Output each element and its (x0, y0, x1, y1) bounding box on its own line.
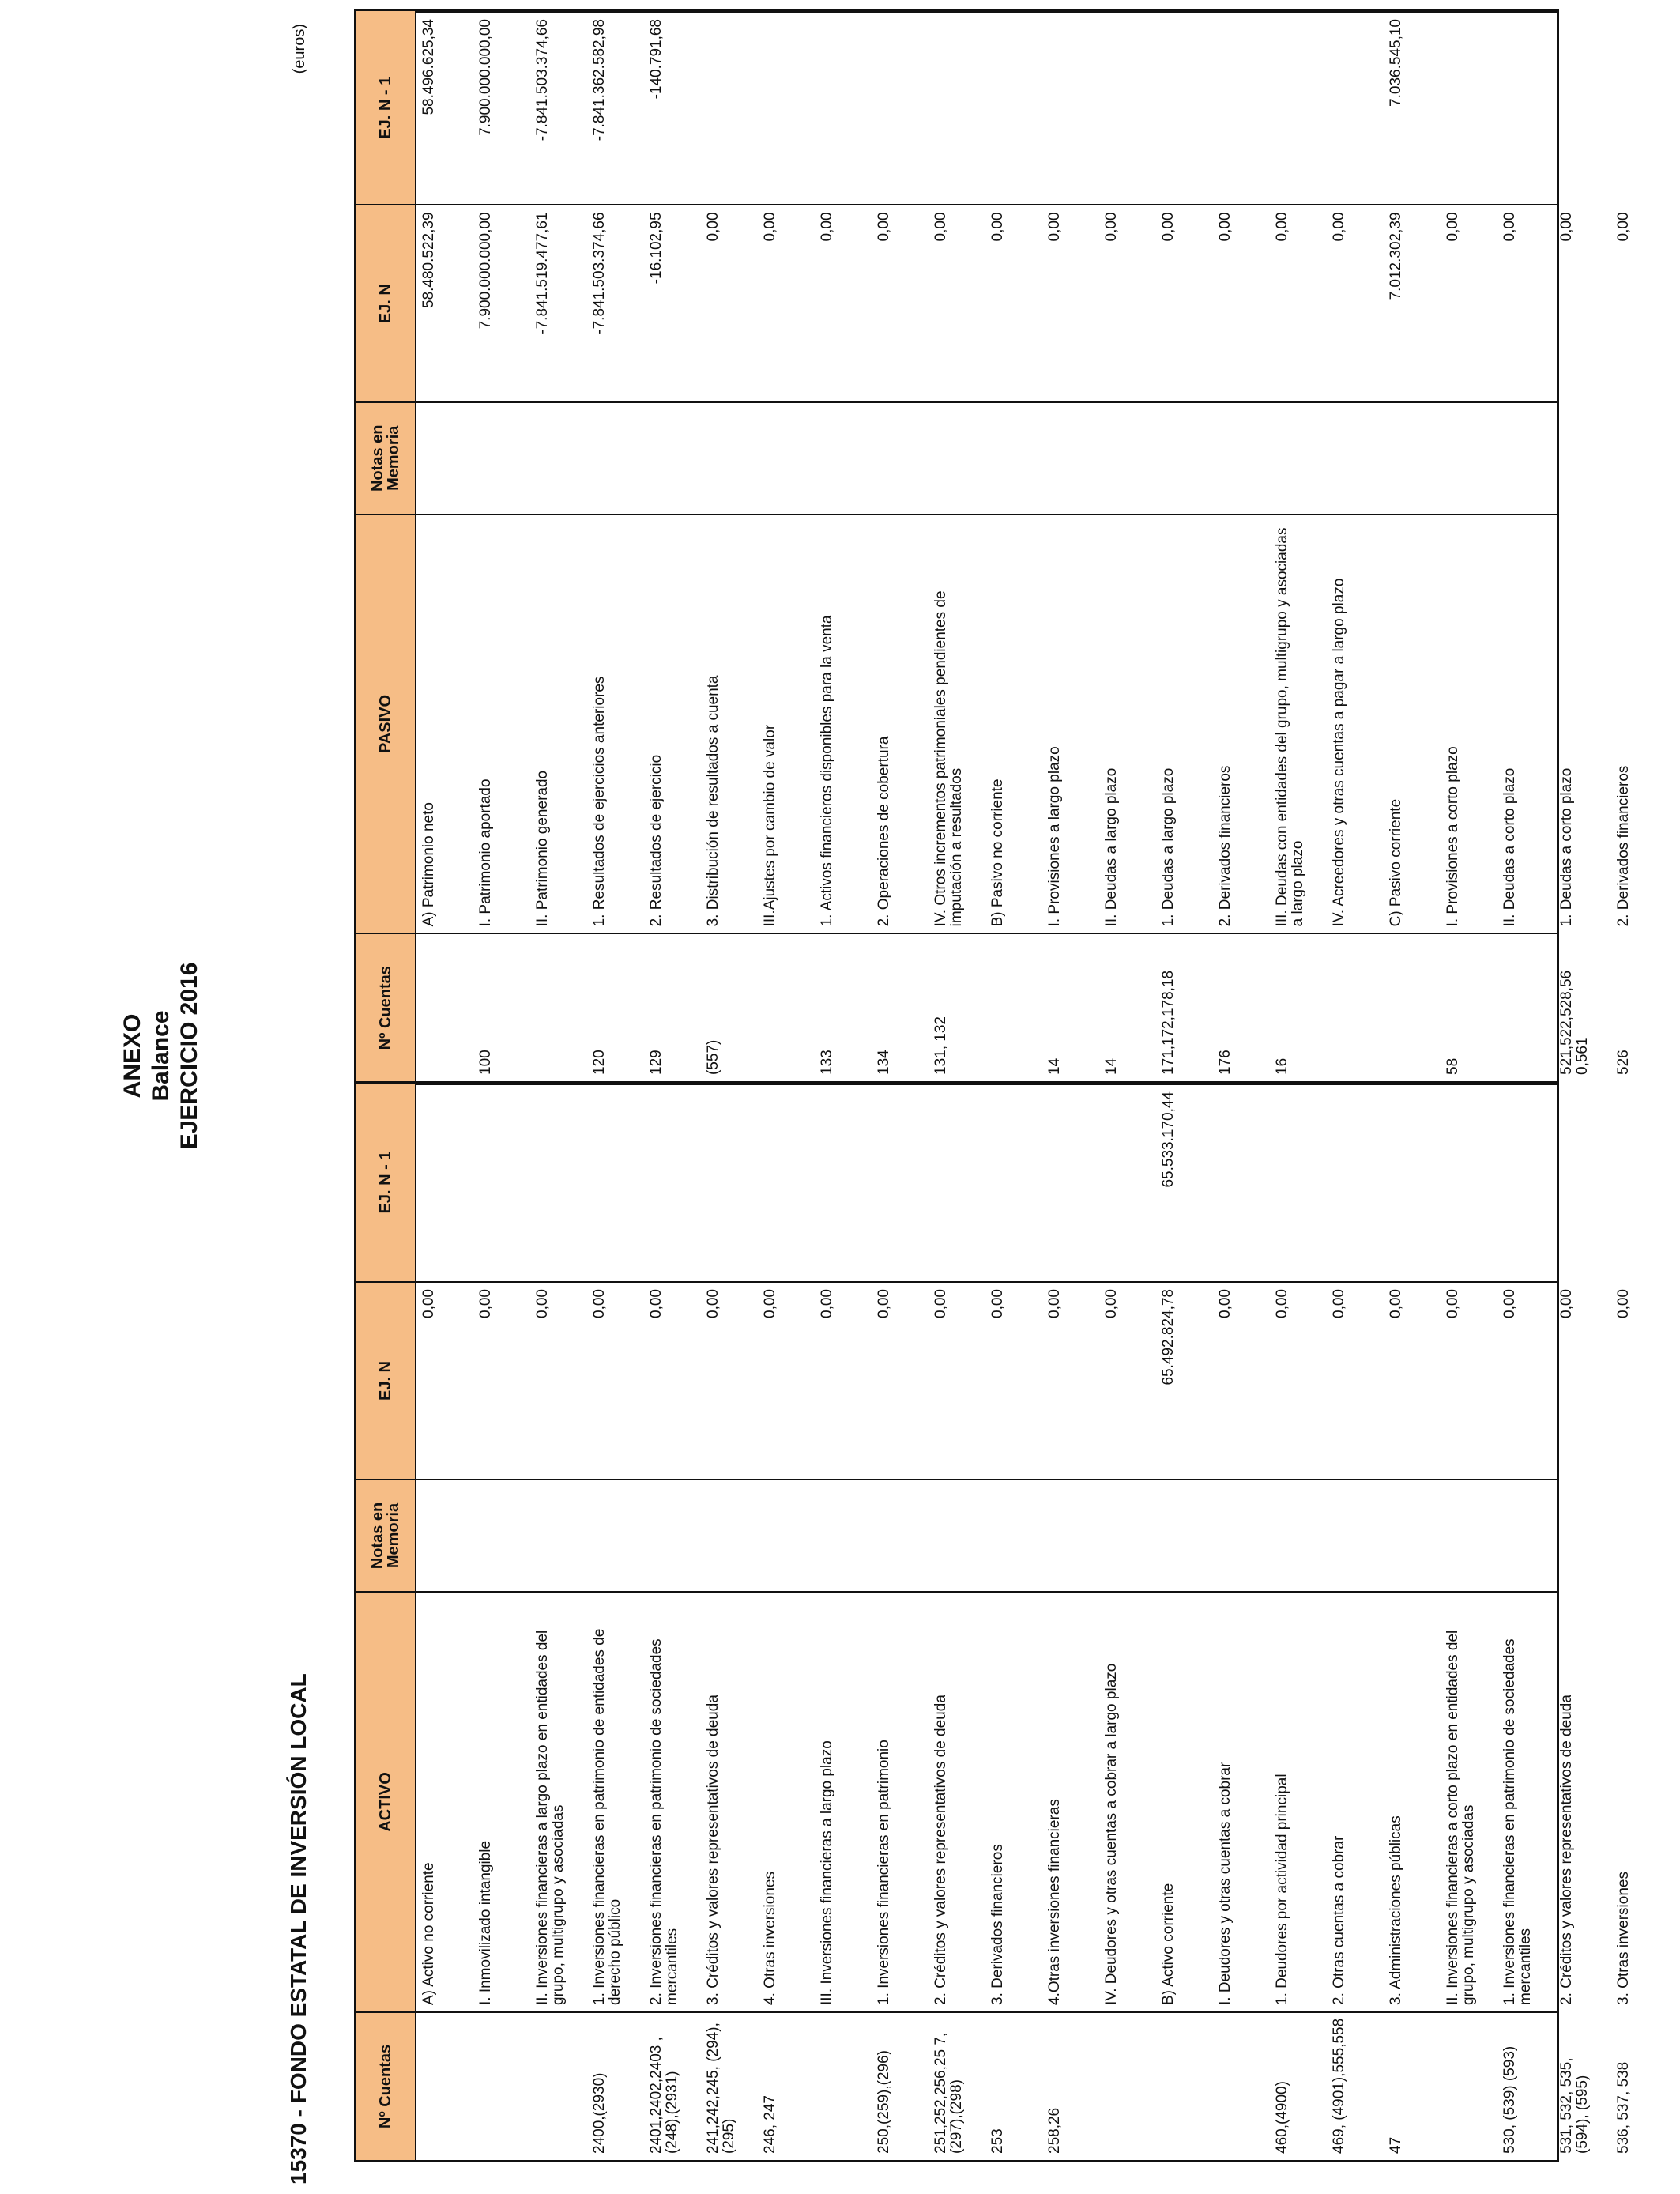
description-cell: 2. Créditos y valores representativos de deuda (932, 1695, 949, 2005)
cuentas-cell: 16 (1274, 1057, 1290, 1075)
notas-cell (758, 401, 815, 514)
ej-n-cell: 0,00 (762, 1289, 778, 1318)
activo-body (416, 1084, 1632, 2160)
cuentas-cell: 129 (648, 1050, 665, 1075)
notas-cell (985, 1479, 1042, 1591)
ej-n-cell: 0,00 (1445, 1289, 1461, 1318)
description-cell: III. Inversiones financieras a largo plazo (819, 1740, 835, 2005)
table-row (1213, 1084, 1270, 2160)
notas-cell (701, 401, 758, 514)
ej-n-cell: 0,00 (1615, 212, 1632, 242)
cuentas-cell: 258,26 (1046, 2107, 1063, 2154)
ej-n1-cell (587, 1084, 644, 1281)
description-cell: 1. Deudas a corto plazo (1558, 767, 1575, 927)
ej-n-cell: 0,00 (1217, 1289, 1234, 1318)
description-cell: 2. Otras cuentas a cobrar (1331, 1835, 1347, 2005)
header-notas: Notas en Memoria (356, 1479, 415, 1591)
table-row (587, 11, 644, 1081)
cuentas-cell: 251,252,256,25 7,(297),(298) (932, 2032, 965, 2154)
description-cell: II. Patrimonio generado (534, 770, 551, 927)
ej-n-cell: 65.492.824,78 (1160, 1289, 1177, 1385)
ej-n1-cell (1042, 11, 1099, 204)
ej-n-cell: 0,00 (932, 1289, 949, 1318)
table-row (644, 11, 701, 1081)
description-cell: III. Deudas con entidades del grupo, multigrupo y asociadas a largo plazo (1274, 527, 1306, 927)
description-cell: II. Inversiones financieras a corto plazo en entidades del grupo, multigrupo y asociadas (1445, 1630, 1477, 2005)
description-cell: I. Deudores y otras cuentas a cobrar (1217, 1762, 1234, 2005)
ej-n-cell: 0,00 (1160, 212, 1177, 242)
notas-cell (1156, 401, 1213, 514)
ej-n-cell: 0,00 (819, 1289, 835, 1318)
notas-cell (1099, 401, 1156, 514)
table-row (872, 1084, 929, 2160)
notas-cell (1213, 1479, 1270, 1591)
ej-n-cell: 0,00 (1445, 212, 1461, 242)
ej-n-cell: -16.102,95 (648, 212, 665, 285)
ej-n1-cell (1497, 11, 1554, 204)
ej-n1-cell (985, 1084, 1042, 1281)
ej-n-cell: 0,00 (648, 1289, 665, 1318)
ej-n1-cell (1213, 1084, 1270, 1281)
cuentas-cell: 58 (1445, 1057, 1461, 1075)
notas-cell (416, 1479, 473, 1591)
ej-n-cell: -7.841.519.477,61 (534, 212, 551, 334)
description-cell: 3. Administraciones públicas (1388, 1815, 1404, 2005)
description-cell: II. Inversiones financieras a largo plazo en entidades del grupo, multigrupo y asociadas (534, 1630, 567, 2005)
ej-n1-cell: -7.841.362.582,98 (591, 19, 608, 141)
header-notas: Notas en Memoria (356, 401, 415, 514)
cuentas-cell: 253 (989, 2128, 1006, 2154)
notas-cell (1327, 401, 1384, 514)
table-row (530, 11, 587, 1081)
table-row (473, 1084, 530, 2160)
ej-n1-cell (1099, 1084, 1156, 1281)
ej-n1-cell (473, 1084, 530, 1281)
table-row (1611, 11, 1668, 1081)
cuentas-cell: 246, 247 (762, 2095, 778, 2154)
activo-section (356, 1084, 1632, 2160)
cuentas-cell: 171,172,178,18 (1160, 970, 1177, 1075)
notas-cell (473, 1479, 530, 1591)
ejercicio-title: EJERCICIO 2016 (176, 962, 202, 1150)
cuentas-cell: 100 (477, 1050, 494, 1075)
ej-n1-cell (815, 1084, 872, 1281)
table-row (1270, 11, 1327, 1081)
cuentas-cell (1497, 933, 1554, 1081)
table-row (929, 1084, 985, 2160)
description-cell: 1. Inversiones financieras en patrimonio de sociedades mercantiles (1501, 1638, 1534, 2005)
ej-n-cell: 0,00 (1217, 212, 1234, 242)
cuentas-cell: 2401,2402,2403 ,(248),(2931) (648, 2037, 680, 2154)
description-cell: I. Provisiones a corto plazo (1445, 746, 1461, 927)
description-cell: III.Ajustes por cambio de valor (762, 724, 778, 927)
table-row (1042, 11, 1099, 1081)
ej-n-cell: 0,00 (1046, 212, 1063, 242)
ej-n-cell: 7.012.302,39 (1388, 212, 1404, 300)
ej-n1-cell (1327, 11, 1384, 204)
ej-n-cell: -7.841.503.374,66 (591, 212, 608, 334)
cuentas-cell (815, 2011, 872, 2160)
ej-n1-cell (1611, 11, 1668, 204)
cuentas-cell: 469, (4901),555,558 (1331, 2018, 1347, 2154)
cuentas-cell: 176 (1217, 1050, 1234, 1075)
table-row (416, 11, 473, 1081)
ej-n1-cell (1042, 1084, 1099, 1281)
table-row (985, 1084, 1042, 2160)
notas-cell (1384, 1479, 1441, 1591)
ej-n1-cell: 7.900.000.000,00 (477, 19, 494, 136)
description-cell: A) Activo no corriente (420, 1862, 437, 2005)
unit-label: (euros) (291, 24, 308, 74)
cuentas-cell (530, 2011, 587, 2160)
notas-cell (587, 1479, 644, 1591)
description-cell: 4. Otras inversiones (762, 1872, 778, 2005)
notas-cell (1156, 1479, 1213, 1591)
ej-n-cell: 0,00 (1274, 1289, 1290, 1318)
table-row (1099, 11, 1156, 1081)
table-row (815, 11, 872, 1081)
description-cell: 2. Inversiones financieras en patrimonio de sociedades mercantiles (648, 1638, 680, 2005)
table-row (1384, 1084, 1441, 2160)
ej-n1-cell (985, 11, 1042, 204)
cuentas-cell: 134 (876, 1050, 892, 1075)
header-ej-n1: EJ. N - 1 (377, 76, 394, 139)
notas-cell (1441, 1479, 1497, 1591)
table-row (473, 11, 530, 1081)
header-pasivo: PASIVO (356, 514, 415, 933)
cuentas-cell: 2400,(2930) (591, 2072, 608, 2154)
notas-cell (1384, 401, 1441, 514)
header-ej-n1: EJ. N - 1 (377, 1151, 394, 1214)
description-cell: 1. Activos financieros disponibles para la venta (819, 615, 835, 927)
cuentas-cell (416, 933, 473, 1081)
header-cuentas: Nº Cuentas (356, 933, 415, 1081)
table-row (1554, 1084, 1611, 2160)
description-cell: IV. Acreedores y otras cuentas a pagar a largo plazo (1331, 578, 1347, 927)
ej-n1-cell (701, 1084, 758, 1281)
notas-cell (1099, 1479, 1156, 1591)
description-cell: B) Pasivo no corriente (989, 778, 1006, 927)
description-cell: IV. Deudores y otras cuentas a cobrar a largo plazo (1103, 1663, 1120, 2005)
notas-cell (530, 401, 587, 514)
table-row (1441, 1084, 1497, 2160)
ej-n1-cell: 58.496.625,34 (420, 19, 437, 115)
cuentas-cell: 14 (1103, 1057, 1120, 1075)
ej-n1-cell (701, 11, 758, 204)
notas-cell (1497, 1479, 1554, 1591)
ej-n-cell: 0,00 (1103, 212, 1120, 242)
ej-n1-cell (872, 11, 929, 204)
cuentas-cell (985, 933, 1042, 1081)
ej-n1-cell (1213, 11, 1270, 204)
description-cell: IV. Otros incrementos patrimoniales pendientes de imputación a resultados (932, 590, 965, 927)
notas-cell (701, 1479, 758, 1591)
ej-n-cell: 0,00 (1103, 1289, 1120, 1318)
ej-n-cell: 0,00 (534, 1289, 551, 1318)
description-cell: II. Deudas a largo plazo (1103, 767, 1120, 927)
description-cell: 1. Deudores por actividad principal (1274, 1774, 1290, 2005)
cuentas-cell (473, 2011, 530, 2160)
cuentas-cell: 530, (539) (593) (1501, 2045, 1518, 2154)
notas-cell (815, 1479, 872, 1591)
description-cell: 2. Derivados financieros (1217, 765, 1234, 927)
cuentas-cell (1384, 933, 1441, 1081)
table-row (1156, 11, 1213, 1081)
cuentas-cell: 250,(259),(296) (876, 2050, 892, 2154)
notas-cell (1213, 401, 1270, 514)
notas-cell (1611, 401, 1668, 514)
table-row (1213, 11, 1270, 1081)
activo-rows (416, 1084, 1632, 2160)
balance-table (354, 9, 1632, 2162)
table-row (985, 11, 1042, 1081)
ej-n-cell: 0,00 (420, 1289, 437, 1318)
description-cell: 1. Deudas a largo plazo (1160, 767, 1177, 927)
notas-cell (1554, 401, 1611, 514)
anexo-title: ANEXO (119, 1013, 145, 1099)
description-cell: II. Deudas a corto plazo (1501, 767, 1518, 927)
ej-n1-cell (1384, 1084, 1441, 1281)
description-cell: I. Inmovilizado intangible (477, 1840, 494, 2005)
description-cell: 1. Resultados de ejercicios anteriores (591, 676, 608, 927)
cuentas-cell (758, 933, 815, 1081)
cuentas-cell: 241,242,245, (294),(295) (705, 2022, 737, 2154)
table-row (1497, 11, 1554, 1081)
entity-title: 15370 - FONDO ESTATAL DE INVERSIÓN LOCAL (286, 1673, 311, 2185)
notas-cell (587, 401, 644, 514)
notas-cell (1441, 401, 1497, 514)
ej-n1-cell (530, 1084, 587, 1281)
ej-n1-cell (1441, 11, 1497, 204)
ej-n1-cell (1554, 11, 1611, 204)
table-row (587, 1084, 644, 2160)
description-cell: A) Patrimonio neto (420, 802, 437, 927)
ej-n-cell: 0,00 (762, 212, 778, 242)
notas-cell (416, 401, 473, 514)
header-ej-n: EJ. N (356, 204, 415, 401)
description-cell: 3. Derivados financieros (989, 1844, 1006, 2005)
ej-n-cell: 0,00 (932, 212, 949, 242)
ej-n1-cell (1441, 1084, 1497, 1281)
notas-cell (929, 1479, 985, 1591)
description-cell: 2. Créditos y valores representativos de deuda (1558, 1695, 1575, 2005)
pasivo-header-row (356, 11, 416, 1081)
cuentas-cell (1441, 2011, 1497, 2160)
header-cuentas: Nº Cuentas (356, 2011, 415, 2160)
balance-title: Balance (148, 1010, 174, 1102)
header-activo: ACTIVO (356, 1591, 415, 2011)
notas-cell (872, 1479, 929, 1591)
table-row (1554, 11, 1611, 1081)
ej-n-cell: 0,00 (876, 212, 892, 242)
ej-n-cell: 0,00 (705, 1289, 721, 1318)
ej-n1-cell (929, 1084, 985, 1281)
table-row (1441, 11, 1497, 1081)
table-row (1384, 11, 1441, 1081)
table-row (758, 11, 815, 1081)
description-cell: 2. Derivados financieros (1615, 765, 1632, 927)
table-row (1156, 1084, 1213, 2160)
ej-n1-cell (758, 1084, 815, 1281)
cuentas-cell (1213, 2011, 1270, 2160)
table-row (929, 11, 985, 1081)
cuentas-cell (1099, 2011, 1156, 2160)
notas-cell (985, 401, 1042, 514)
cuentas-cell: 460,(4900) (1274, 2081, 1290, 2154)
table-row (1270, 1084, 1327, 2160)
ej-n-cell: 0,00 (989, 212, 1006, 242)
cuentas-cell: 133 (819, 1050, 835, 1075)
notas-cell (644, 1479, 701, 1591)
ej-n-cell: 0,00 (591, 1289, 608, 1318)
ej-n1-cell (644, 1084, 701, 1281)
notas-cell (872, 401, 929, 514)
cuentas-cell: (557) (705, 1039, 721, 1075)
description-cell: B) Activo corriente (1160, 1883, 1177, 2005)
description-cell: 4.Otras inversiones financieras (1046, 1799, 1063, 2005)
pasivo-section (356, 11, 1632, 1084)
table-row (1327, 11, 1384, 1081)
notas-cell (530, 1479, 587, 1591)
notas-cell (1554, 1479, 1611, 1591)
ej-n-cell: 0,00 (1331, 212, 1347, 242)
table-row (1611, 1084, 1668, 2160)
ej-n-cell: 0,00 (1558, 1289, 1575, 1318)
ej-n1-cell (1327, 1084, 1384, 1281)
ej-n-cell: 0,00 (876, 1289, 892, 1318)
activo-header-row (356, 1084, 416, 2160)
ej-n-cell: 0,00 (1558, 212, 1575, 242)
notas-cell (815, 401, 872, 514)
description-cell: 3. Distribución de resultados a cuenta (705, 675, 721, 927)
cuentas-cell: 521,522,528,56 0,561 (1558, 970, 1591, 1075)
cuentas-cell: 47 (1388, 2136, 1404, 2154)
cuentas-cell: 120 (591, 1050, 608, 1075)
notas-cell (473, 401, 530, 514)
description-cell: I. Patrimonio aportado (477, 778, 494, 927)
cuentas-cell (1327, 933, 1384, 1081)
ej-n1-cell (1497, 1084, 1554, 1281)
table-row (758, 1084, 815, 2160)
ej-n-cell: 7.900.000.000,00 (477, 212, 494, 330)
ej-n-cell: 0,00 (477, 1289, 494, 1318)
description-cell: I. Provisiones a largo plazo (1046, 746, 1063, 927)
ej-n-cell: 0,00 (1388, 1289, 1404, 1318)
ej-n1-cell (1099, 11, 1156, 204)
ej-n-cell: 0,00 (819, 212, 835, 242)
ej-n1-cell (872, 1084, 929, 1281)
ej-n-cell: 58.480.522,39 (420, 212, 437, 308)
header-ej-n: EJ. N (356, 1281, 415, 1479)
ej-n1-cell (1270, 11, 1327, 204)
table-row (1042, 1084, 1099, 2160)
ej-n1-cell (758, 11, 815, 204)
ej-n-cell: 0,00 (1615, 1289, 1632, 1318)
notas-cell (758, 1479, 815, 1591)
table-row (872, 11, 929, 1081)
ej-n1-cell (815, 11, 872, 204)
description-cell: 3. Créditos y valores representativos de deuda (705, 1695, 721, 2005)
ej-n1-cell (1554, 1084, 1611, 1281)
table-row (1099, 1084, 1156, 2160)
table-row (701, 1084, 758, 2160)
ej-n-cell: 0,00 (705, 212, 721, 242)
notas-cell (1270, 401, 1327, 514)
notas-cell (929, 401, 985, 514)
ej-n-cell: 0,00 (1501, 212, 1518, 242)
ej-n1-cell: 7.036.545,10 (1388, 19, 1404, 107)
cuentas-cell: 531, 532, 535, (594), (595) (1558, 2057, 1591, 2154)
table-row (530, 1084, 587, 2160)
pasivo-body (416, 11, 1632, 1081)
ej-n1-cell (929, 11, 985, 204)
ej-n-cell: 0,00 (1501, 1289, 1518, 1318)
ej-n-cell: 0,00 (1331, 1289, 1347, 1318)
description-cell: 2. Resultados de ejercicio (648, 754, 665, 927)
ej-n1-cell (1270, 1084, 1327, 1281)
table-row (644, 1084, 701, 2160)
notas-cell (1497, 401, 1554, 514)
description-cell: 1. Inversiones financieras en patrimonio de entidades de derecho público (591, 1628, 623, 2005)
cuentas-cell (530, 933, 587, 1081)
table-row (1497, 1084, 1554, 2160)
ej-n-cell: 0,00 (1274, 212, 1290, 242)
table-row (701, 11, 758, 1081)
cuentas-cell (416, 2011, 473, 2160)
notas-cell (644, 401, 701, 514)
description-cell: 2. Operaciones de cobertura (876, 736, 892, 927)
notas-cell (1042, 1479, 1099, 1591)
description-cell: C) Pasivo corriente (1388, 798, 1404, 927)
notas-cell (1270, 1479, 1327, 1591)
pasivo-rows (416, 11, 1632, 1081)
ej-n-cell: 0,00 (989, 1289, 1006, 1318)
ej-n1-cell: -7.841.503.374,66 (534, 19, 551, 141)
description-cell: 1. Inversiones financieras en patrimonio (876, 1740, 892, 2005)
table-row (815, 1084, 872, 2160)
cuentas-cell: 526 (1615, 1050, 1632, 1075)
table-row (1327, 1084, 1384, 2160)
ej-n1-cell: -140.791,68 (648, 19, 665, 100)
cuentas-cell (1156, 2011, 1213, 2160)
cuentas-cell: 131, 132 (932, 1016, 949, 1075)
ej-n1-cell (1156, 11, 1213, 204)
cuentas-cell: 14 (1046, 1057, 1063, 1075)
ej-n1-cell (416, 1084, 473, 1281)
document-heading (119, 898, 204, 1214)
ej-n-cell: 0,00 (1046, 1289, 1063, 1318)
notas-cell (1042, 401, 1099, 514)
notas-cell (1327, 1479, 1384, 1591)
notas-cell (1611, 1479, 1668, 1591)
table-row (416, 1084, 473, 2160)
cuentas-cell: 536, 537, 538 (1615, 2061, 1632, 2154)
ej-n1-cell: 65.533.170,44 (1160, 1091, 1177, 1188)
ej-n1-cell (1611, 1084, 1668, 1281)
description-cell: 3. Otras inversiones (1615, 1872, 1632, 2005)
